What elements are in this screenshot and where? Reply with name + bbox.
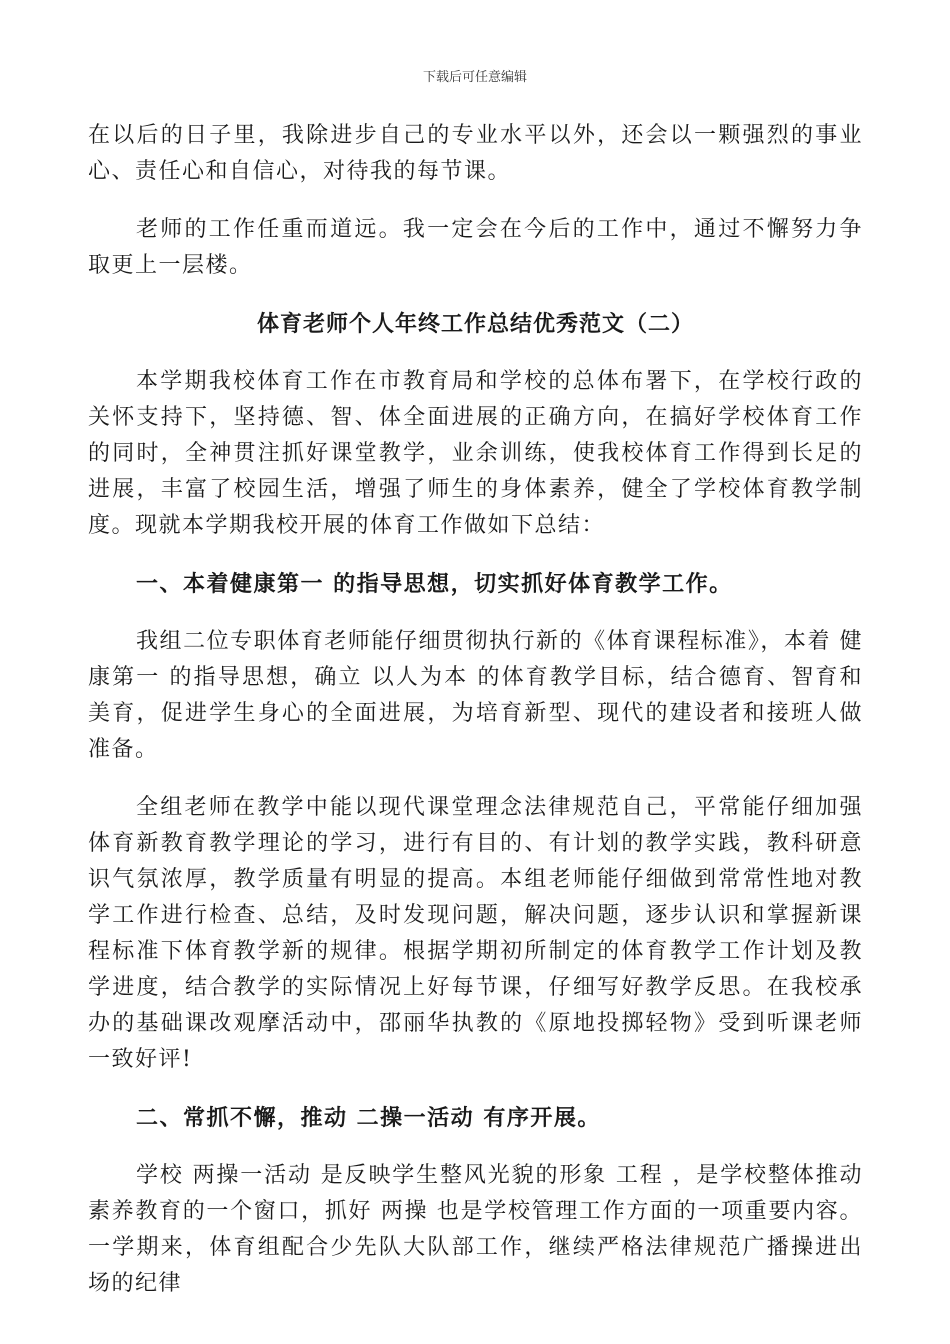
document-title: 体育老师个人年终工作总结优秀范文（二） xyxy=(256,311,694,337)
paragraph-6: 学校 两操一活动 是反映学生整风光貌的形象 工程 ，是学校整体推动素养教育的一个窗口，抓好 两操 也是学校管理工作方面的一项重要内容。一学期来，体育组配合少先队大队部工作，继续严格法律规范广播操进出场的纪律 xyxy=(88,1163,863,1296)
page-header-note: 下载后可任意编辑 xyxy=(422,70,527,85)
paragraph-4: 我组二位专职体育老师能仔细贯彻执行新的《体育课程标准》，本着 健康第一 的指导思想，确立 以人为本 的体育教学目标，结合德育、智育和美育，促进学生身心的全面进展，为培育新型、现代的建设者和接班人做准备。 xyxy=(88,629,863,762)
section-heading-2: 二、常抓不懈，推动 二操一活动 有序开展。 xyxy=(136,1105,601,1131)
section-heading-1: 一、本着健康第一 的指导思想，切实抓好体育教学工作。 xyxy=(136,571,733,597)
paragraph-5: 全组老师在教学中能以现代课堂理念法律规范自己，平常能仔细加强体育新教育教学理论的学习，进行有目的、有计划的教学实践，教科研意识气氛浓厚，教学质量有明显的提高。本组老师能仔细做到常常性地对教学工作进行检查、总结，及时发现问题，解决问题，逐步认识和掌握新课程标准下体育教学新的规律。根据学期初所制定的体育教学工作计划及教学进度，结合教学的实际情况上好每节课，仔细写好教学反思。在我校承办的基础课改观摩活动中，邵丽华执教的《原地投掷轻物》受到听课老师一致好评! xyxy=(88,795,863,1072)
document-body xyxy=(88,118,863,1302)
paragraph-3: 本学期我校体育工作在市教育局和学校的总体布署下，在学校行政的关怀支持下，坚持德、智、体全面进展的正确方向，在搞好学校体育工作的同时，全神贯注抓好课堂教学，业余训练，使我校体育工作得到长足的进展，丰富了校园生活，增强了师生的身体素养，健全了学校体育教学制度。现就本学期我校开展的体育工作做如下总结： xyxy=(88,369,863,538)
paragraph-1: 在以后的日子里，我除进步自己的专业水平以外，还会以一颗强烈的事业心、责任心和自信心，对待我的每节课。 xyxy=(88,123,863,184)
paragraph-2: 老师的工作任重而道远。我一定会在今后的工作中，通过不懈努力争取更上一层楼。 xyxy=(88,217,863,278)
